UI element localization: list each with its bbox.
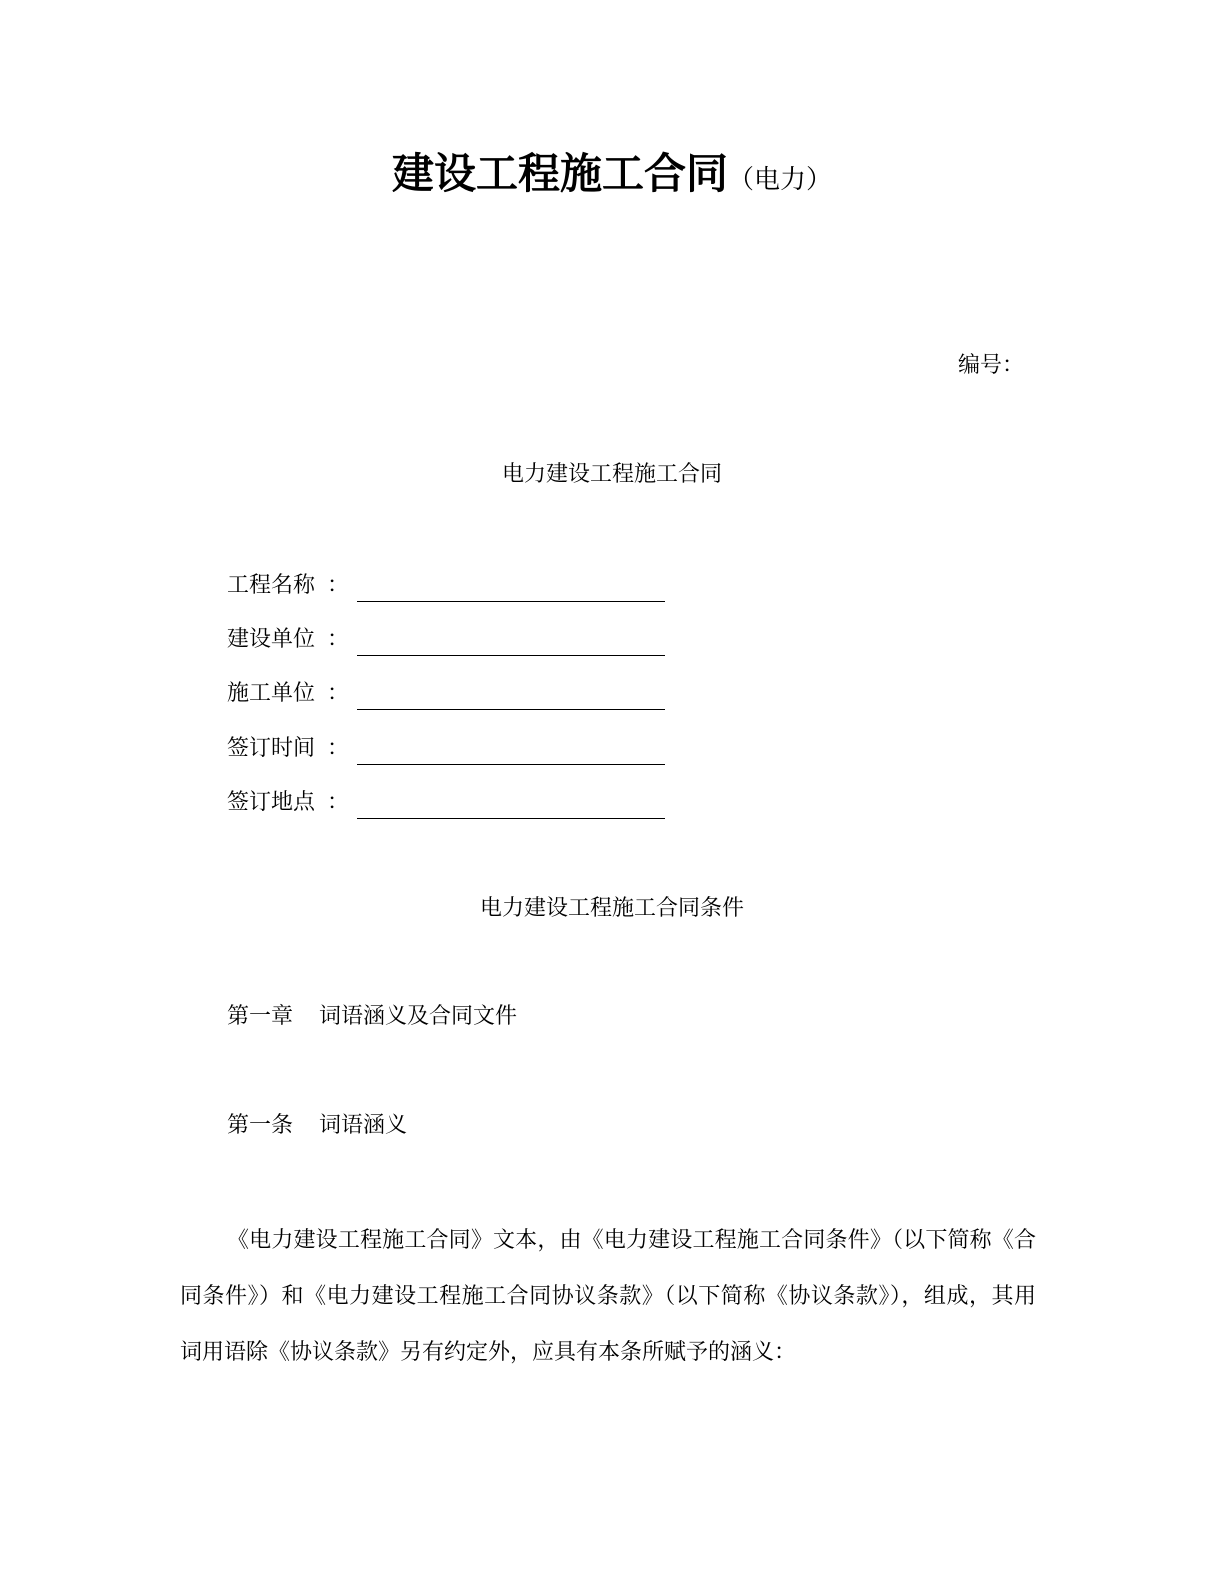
article-number: 第一条: [227, 1113, 294, 1138]
field-project-name: [227, 566, 665, 602]
field-blank-line[interactable]: [357, 631, 665, 656]
document-title: [0, 142, 1224, 215]
field-label: 建设单位: [227, 627, 316, 652]
field-blank-line[interactable]: [357, 685, 665, 710]
field-contractor: [227, 674, 665, 710]
contract-heading: 电力建设工程施工合同: [501, 462, 722, 487]
chapter-number: 第一章: [227, 1004, 294, 1029]
field-signing-place: [227, 783, 665, 819]
chapter-title: 词语涵义及合同文件: [319, 1004, 518, 1029]
body-paragraph: 《电力建设工程施工合同》文本，由《电力建设工程施工合同条件》（以下简称《合同条件》）和《电力建设工程施工合同协议条款》（以下简称《协议条款》），组成，其用词用语除《协议条款》另有约定外，应具有本条所赋予的涵义：: [180, 1228, 1036, 1365]
field-colon: ：: [327, 681, 350, 706]
field-blank-line[interactable]: [357, 794, 665, 819]
field-label: 签订地点: [227, 790, 316, 815]
document-number-label: 编号：: [957, 353, 1024, 378]
field-label: 施工单位: [227, 681, 316, 706]
field-colon: ：: [327, 573, 350, 598]
field-colon: ：: [327, 627, 350, 652]
field-label: 工程名称: [227, 573, 316, 598]
field-signing-date: [227, 729, 665, 765]
conditions-heading: 电力建设工程施工合同条件: [479, 896, 744, 921]
field-blank-line[interactable]: [357, 740, 665, 765]
field-label: 签订时间: [227, 736, 316, 761]
document-title-sub: （电力）: [728, 165, 833, 195]
field-colon: ：: [327, 790, 350, 815]
document-title-main: 建设工程施工合同: [391, 149, 728, 198]
chapter-heading: [227, 1001, 517, 1033]
field-colon: ：: [327, 736, 350, 761]
article-title: 词语涵义: [319, 1113, 408, 1138]
article-heading: [227, 1110, 407, 1142]
field-client: [227, 620, 665, 656]
field-blank-line[interactable]: [357, 577, 665, 602]
